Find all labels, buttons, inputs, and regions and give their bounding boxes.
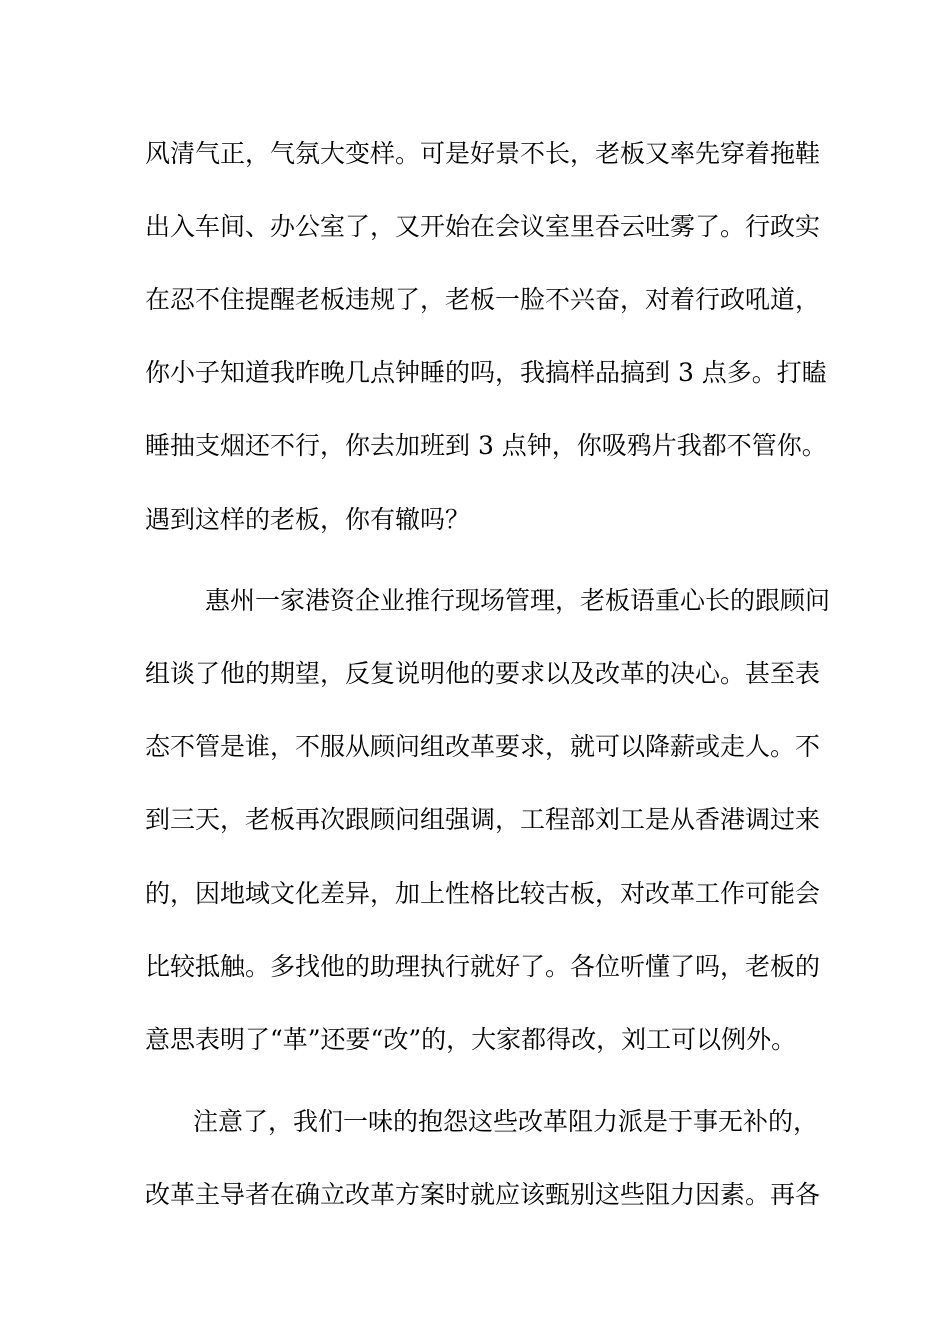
text-line: 遇到这样的老板，你有辙吗？	[145, 505, 471, 534]
text-line: 到三天，老板再次跟顾问组强调，工程部刘工是从香港调过来	[145, 805, 821, 834]
text-line: 风清气正，气氛大变样。可是好景不长，老板又率先穿着拖鞋	[145, 139, 821, 168]
text-line: 态不管是谁，不服从顾问组改革要求，就可以降薪或走人。不	[145, 732, 821, 761]
text-line: 改革主导者在确立改革方案时就应该甄别这些阻力因素。再各	[145, 1180, 821, 1209]
paragraph-first-line: 惠州一家港资企业推行现场管理，老板语重心长的跟顾问	[205, 586, 831, 615]
text-line: 在忍不住提醒老板违规了，老板一脸不兴奋，对着行政吼道，	[145, 285, 821, 314]
text-line: 你小子知道我昨晚几点钟睡的吗，我搞样品搞到 3 点多。打瞌	[145, 358, 827, 387]
text-line: 意思表明了“革”还要“改”的，大家都得改，刘工可以例外。	[145, 1025, 797, 1054]
text-line: 出入车间、办公室了，又开始在会议室里吞云吐雾了。行政实	[145, 212, 821, 241]
paragraph-first-line: 注意了，我们一味的抱怨这些改革阻力派是于事无补的，	[193, 1107, 819, 1136]
text-line: 比较抵触。多找他的助理执行就好了。各位听懂了吗，老板的	[145, 952, 821, 981]
text-line: 睡抽支烟还不行，你去加班到 3 点钟，你吸鸦片我都不管你。	[145, 431, 827, 460]
text-line: 的，因地域文化差异，加上性格比较古板，对改革工作可能会	[145, 879, 821, 908]
text-line: 组谈了他的期望，反复说明他的要求以及改革的决心。甚至表	[145, 659, 821, 688]
